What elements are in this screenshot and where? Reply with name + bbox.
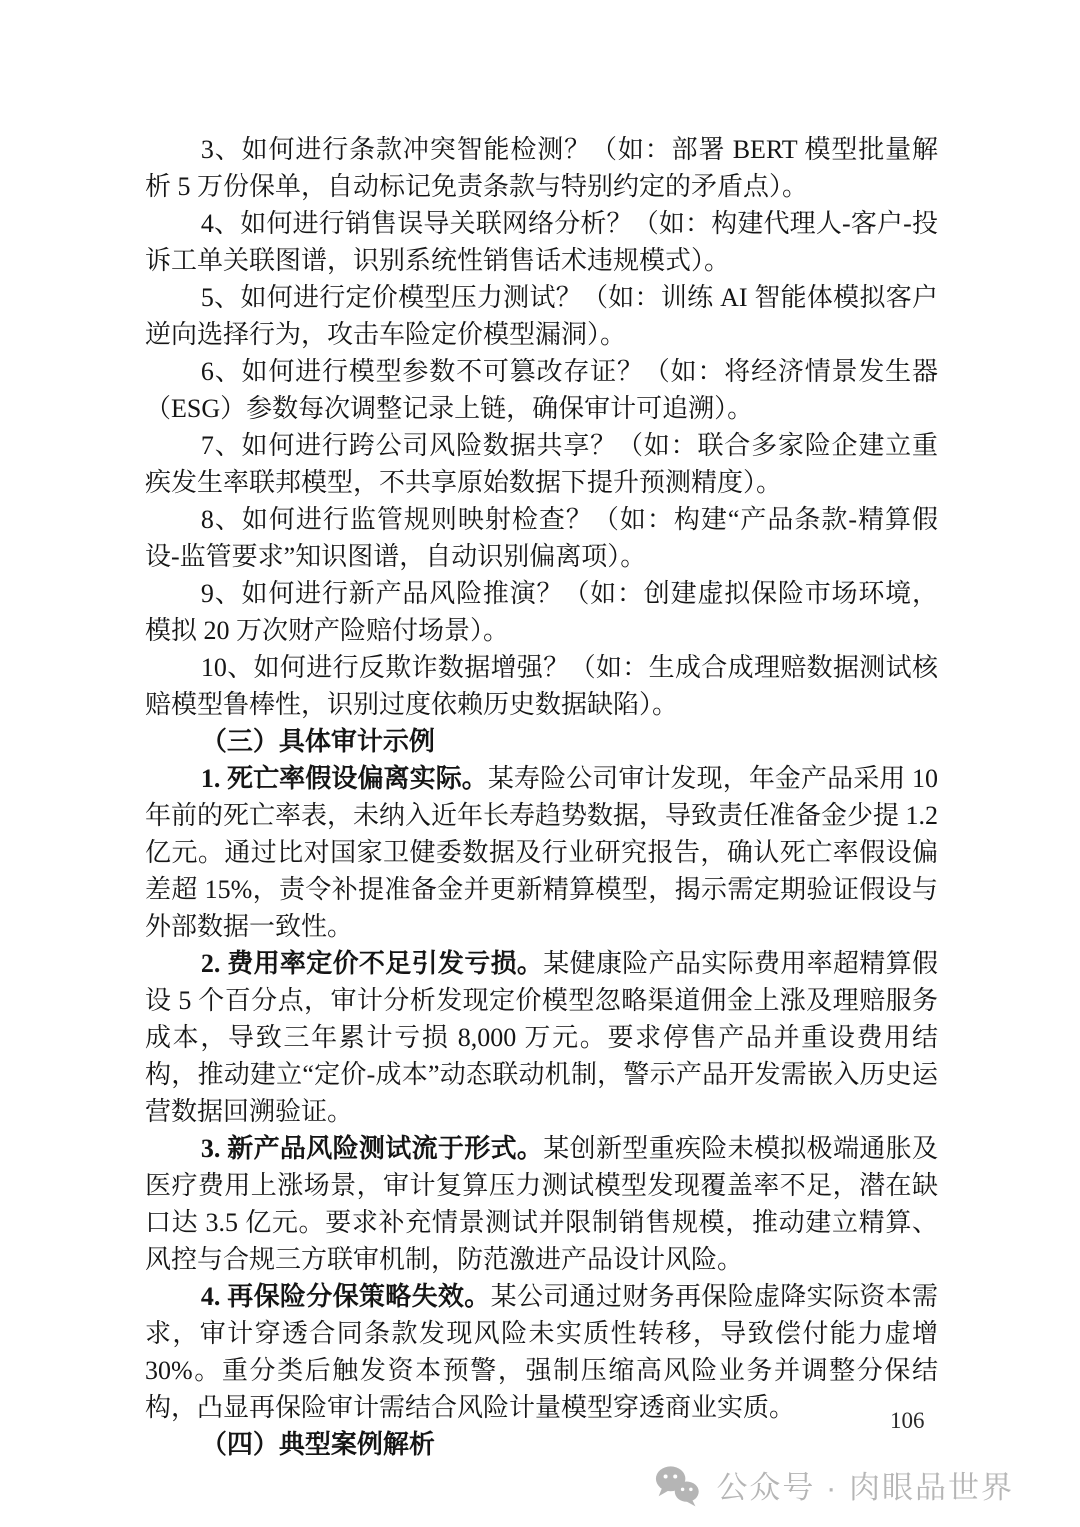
question-item-7: 7、如何进行跨公司风险数据共享？（如：联合多家险企建立重疾发生率联邦模型，不共享原始数据下提升预测精度）。	[145, 431, 938, 497]
watermark-text: 公众号 · 肉眼品世界	[716, 1470, 1014, 1505]
audit-example-3	[145, 1130, 938, 1278]
section-heading-4: （四）典型案例解析	[200, 1430, 435, 1459]
page-number: 106	[890, 1408, 925, 1433]
question-item-3: 3、如何进行条款冲突智能检测？（如：部署 BERT 模型批量解析 5 万份保单，自动标记免责条款与特别约定的矛盾点）。	[145, 135, 938, 201]
example-body: 某创新型重疾险未模拟极端通胀及医疗费用上涨场景，审计复算压力测试模型发现覆盖率不足，潜在缺口达 3.5 亿元。要求补充情景测试并限制销售规模，推动建立精算、风控与合规三方联审机制，防范激进产品设计风险。	[145, 1134, 938, 1274]
example-title: 4. 再保险分保策略失效。	[200, 1282, 491, 1311]
audit-example-2	[145, 945, 938, 1130]
example-body: 某公司通过财务再保险虚降实际资本需求，审计穿透合同条款发现风险未实质性转移，导致偿付能力虚增 30%。重分类后触发资本预警，强制压缩高风险业务并调整分保结构，凸显再保险审计需结合风险计量模型穿透商业实质。	[145, 1282, 938, 1422]
audit-example-1	[145, 760, 938, 945]
wechat-icon	[654, 1465, 702, 1511]
question-item-6: 6、如何进行模型参数不可篡改存证？（如：将经济情景发生器（ESG）参数每次调整记录上链，确保审计可追溯）。	[145, 357, 938, 423]
question-item-8: 8、如何进行监管规则映射检查？（如：构建“产品条款-精算假设-监管要求”知识图谱，自动识别偏离项）。	[145, 505, 938, 571]
example-body: 某寿险公司审计发现，年金产品采用 10 年前的死亡率表，未纳入近年长寿趋势数据，导致责任准备金少提 1.2 亿元。通过比对国家卫健委数据及行业研究报告，确认死亡率假设偏差超 15%，责令补提准备金并更新精算模型，揭示需定期验证假设与外部数据一致性。	[145, 764, 939, 941]
example-title: 3. 新产品风险测试流于形式。	[200, 1134, 544, 1163]
example-body: 某健康险产品实际费用率超精算假设 5 个百分点，审计分析发现定价模型忽略渠道佣金上涨及理赔服务成本，导致三年累计亏损 8,000 万元。要求停售产品并重设费用结构，推动建立“定价-成本”动态联动机制，警示产品开发需嵌入历史运营数据回溯验证。	[145, 949, 938, 1126]
question-item-4: 4、如何进行销售误导关联网络分析？（如：构建代理人-客户-投诉工单关联图谱，识别系统性销售话术违规模式）。	[145, 209, 938, 275]
example-title: 2. 费用率定价不足引发亏损。	[200, 949, 544, 978]
question-item-10: 10、如何进行反欺诈数据增强？（如：生成合成理赔数据测试核赔模型鲁棒性，识别过度依赖历史数据缺陷）。	[145, 653, 938, 719]
question-item-5: 5、如何进行定价模型压力测试？（如：训练 AI 智能体模拟客户逆向选择行为，攻击车险定价模型漏洞）。	[145, 283, 938, 349]
question-item-9: 9、如何进行新产品风险推演？（如：创建虚拟保险市场环境，模拟 20 万次财产险赔付场景）。	[145, 579, 938, 645]
watermark-footer	[654, 1463, 1014, 1513]
page-content	[145, 131, 938, 1463]
example-title: 1. 死亡率假设偏离实际。	[200, 764, 488, 793]
section-heading-3: （三）具体审计示例	[200, 727, 435, 756]
audit-example-4	[145, 1278, 938, 1426]
